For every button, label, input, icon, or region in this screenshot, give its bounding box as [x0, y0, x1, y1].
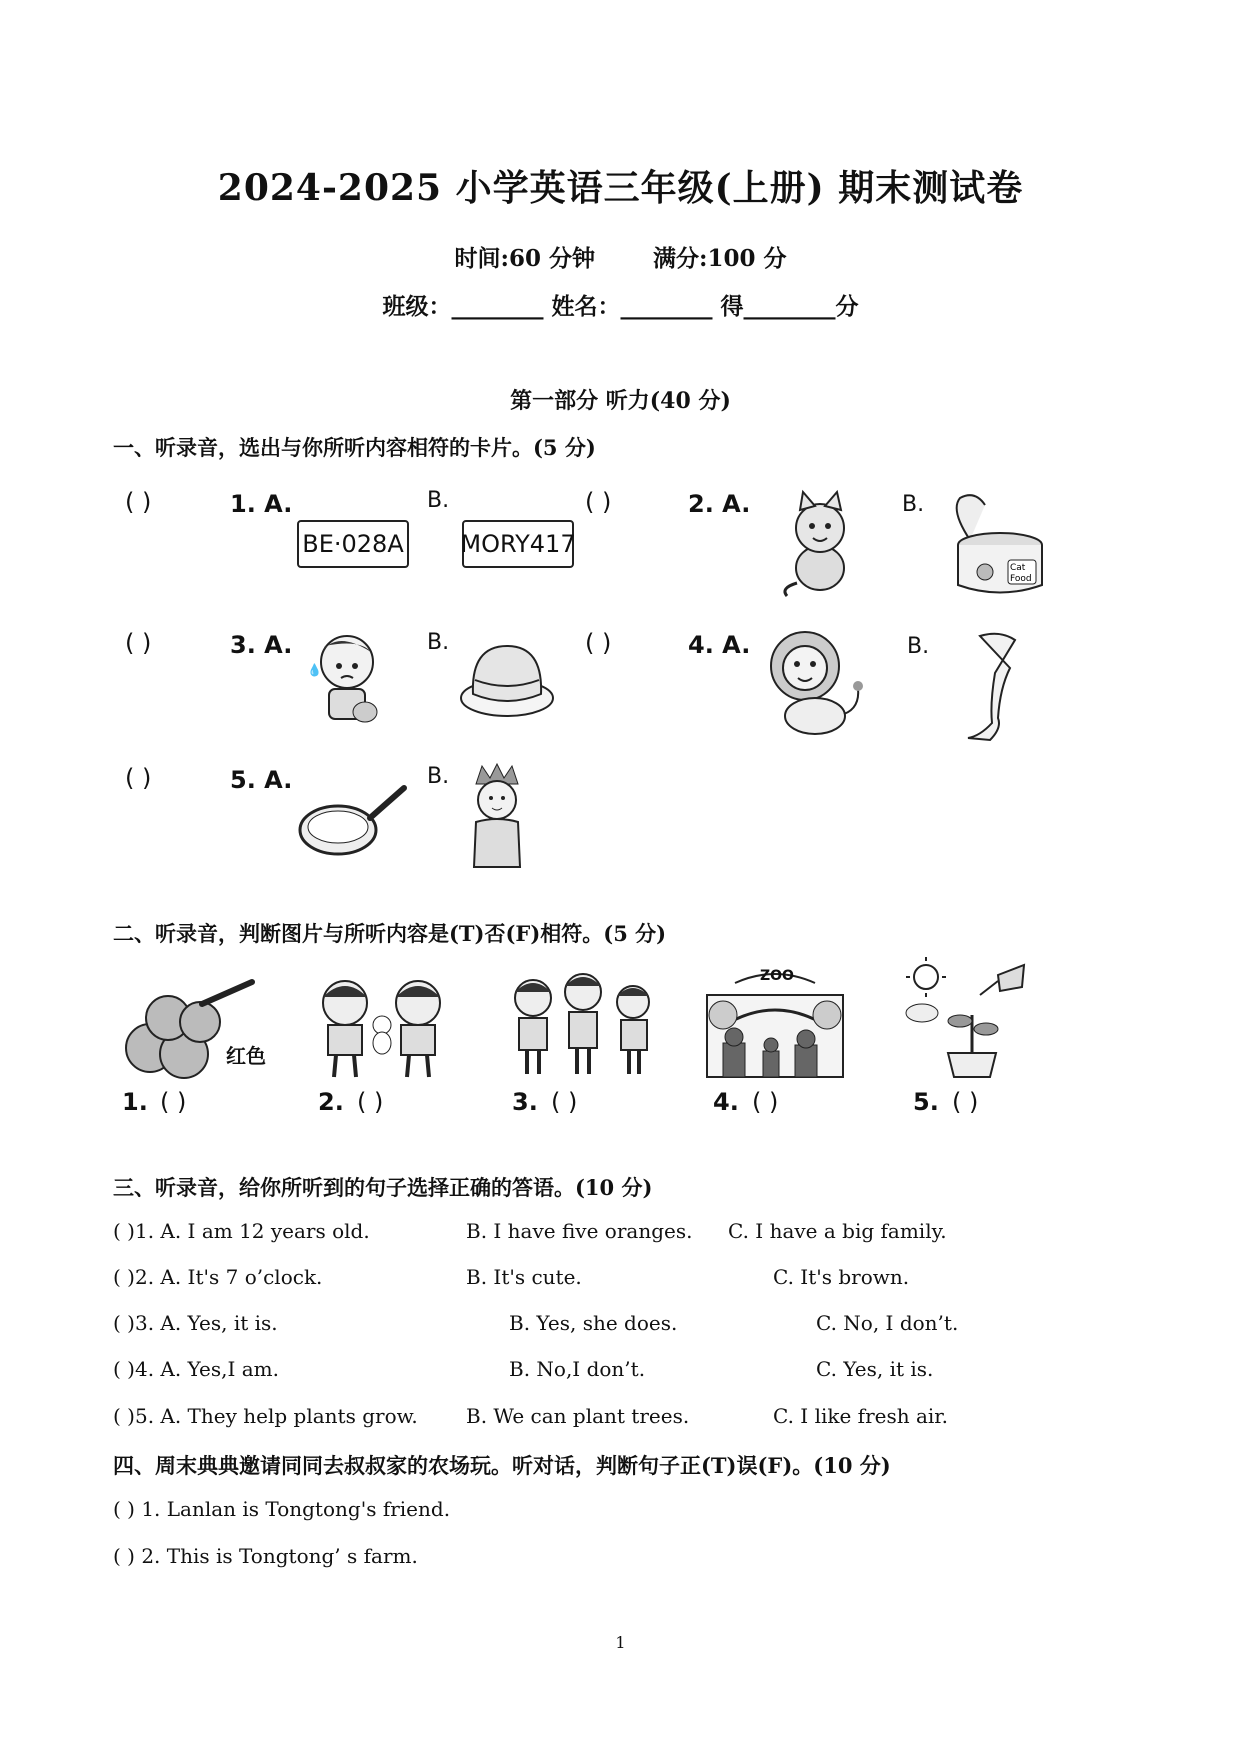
exam-time: 时间:60 分钟 — [454, 245, 595, 272]
sec2-label-5: 5. — [913, 1088, 939, 1116]
sec3-q5-b: B. We can plant trees. — [466, 1404, 690, 1428]
answer-paren-2[interactable]: ( ) — [585, 488, 612, 516]
red-color-label: 红色 — [226, 1044, 266, 1068]
sec3-q1: ( )1. A. I am 12 years old. — [113, 1219, 370, 1243]
sec2-paren-1[interactable]: ( ) — [160, 1088, 187, 1116]
q4-option-b: B. — [907, 634, 930, 659]
sec3-q2-c: C. It's brown. — [773, 1265, 910, 1289]
sec3-q2: ( )2. A. It's 7 o’clock. — [113, 1265, 323, 1289]
answer-paren-3[interactable]: ( ) — [125, 629, 152, 657]
hot-boy-icon — [305, 624, 385, 734]
sec4-q1: ( ) 1. Lanlan is Tongtong's friend. — [113, 1497, 451, 1521]
section1-heading: 一、听录音，选出与你所听内容相符的卡片。(5 分) — [113, 435, 596, 460]
sec2-paren-2[interactable]: ( ) — [357, 1088, 384, 1116]
sec3-q1-c: C. I have a big family. — [728, 1219, 947, 1243]
can-label-text: Cat — [1010, 563, 1026, 573]
sec3-q1-b: B. I have five oranges. — [466, 1219, 693, 1243]
q3-option-b: B. — [427, 630, 450, 655]
q4-label: 4. A. — [688, 631, 751, 659]
zoo-sign-text: ZOO — [760, 968, 794, 984]
sec3-q5: ( )5. A. They help plants grow. — [113, 1404, 418, 1428]
sec3-q2-b: B. It's cute. — [466, 1265, 582, 1289]
page-number: 1 — [615, 1633, 626, 1652]
answer-paren-5[interactable]: ( ) — [125, 764, 152, 792]
sec3-q5-c: C. I like fresh air. — [773, 1404, 949, 1428]
cat-icon — [775, 488, 865, 598]
sec3-q3-c: C. No, I don’t. — [816, 1311, 959, 1335]
sec2-label-3: 3. — [512, 1088, 538, 1116]
license-plate-a: BE·028A — [297, 520, 409, 568]
queen-icon — [462, 762, 532, 872]
section3-heading: 三、听录音，给你所听到的句子选择正确的答语。(10 分) — [113, 1175, 653, 1200]
exam-meta — [0, 240, 1241, 273]
watering-plant-icon — [900, 955, 1035, 1080]
sec2-paren-3[interactable]: ( ) — [551, 1088, 578, 1116]
lion-icon — [760, 628, 875, 738]
q5-option-b: B. — [427, 764, 450, 789]
hat-icon — [457, 636, 557, 726]
svg-text:Food: Food — [1010, 574, 1032, 584]
sec2-paren-4[interactable]: ( ) — [752, 1088, 779, 1116]
cat-food-can-icon — [930, 490, 1050, 600]
sec3-q4-c: C. Yes, it is. — [816, 1357, 934, 1381]
exam-full-score: 满分:100 分 — [653, 245, 787, 272]
sec2-label-2: 2. — [318, 1088, 344, 1116]
q1-label: 1. A. — [230, 490, 293, 518]
section4-heading: 四、周末典典邀请同同去叔叔家的农场玩。听对话，判断句子正(T)误(F)。(10 分) — [113, 1453, 891, 1478]
frying-pan-icon — [298, 780, 413, 860]
q5-label: 5. A. — [230, 766, 293, 794]
three-kids-icon — [505, 970, 660, 1080]
section2-heading: 二、听录音，判断图片与所听内容是(T)否(F)相符。(5 分) — [113, 921, 667, 946]
sec2-label-4: 4. — [713, 1088, 739, 1116]
sec3-q3-b: B. Yes, she does. — [509, 1311, 678, 1335]
answer-paren-4[interactable]: ( ) — [585, 629, 612, 657]
part-heading: 第一部分 听力(40 分) — [510, 388, 731, 414]
svg-text:💧: 💧 — [307, 663, 322, 677]
license-plate-b: MORY417 — [462, 520, 574, 568]
sec2-label-1: 1. — [122, 1088, 148, 1116]
q2-label: 2. A. — [688, 490, 751, 518]
sec3-q4: ( )4. A. Yes,I am. — [113, 1357, 279, 1381]
sec3-q4-b: B. No,I don’t. — [509, 1357, 646, 1381]
page-title: 2024-2025 小学英语三年级(上册) 期末测试卷 — [217, 167, 1024, 209]
sec2-paren-5[interactable]: ( ) — [952, 1088, 979, 1116]
q1-option-b: B. — [427, 488, 450, 513]
student-info-line: 班级：________ 姓名：________ 得________分 — [382, 293, 859, 320]
two-boys-icon — [310, 975, 460, 1080]
leg-icon — [960, 628, 1030, 743]
sec3-q3: ( )3. A. Yes, it is. — [113, 1311, 278, 1335]
sec4-q2: ( ) 2. This is Tongtong’ s farm. — [113, 1544, 418, 1568]
q3-label: 3. A. — [230, 631, 293, 659]
answer-paren-1[interactable]: ( ) — [125, 488, 152, 516]
q2-option-b: B. — [902, 492, 925, 517]
